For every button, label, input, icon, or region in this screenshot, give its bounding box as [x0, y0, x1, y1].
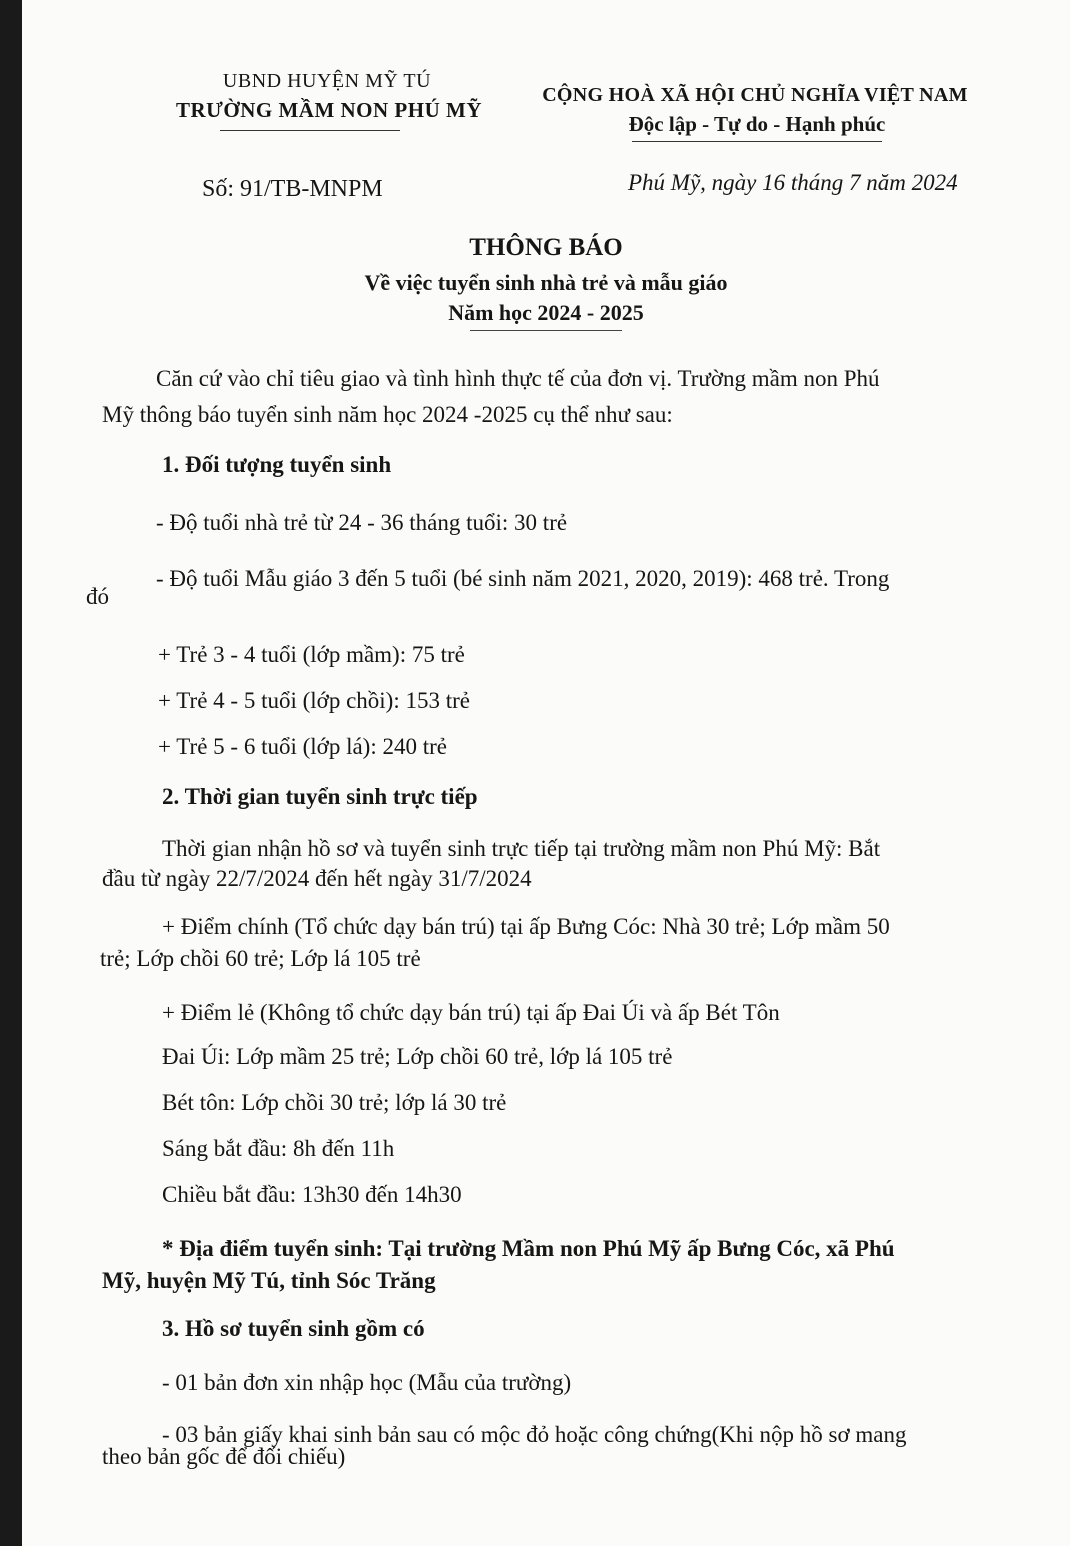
- school-underline: [220, 130, 400, 131]
- section-2-p1-line-2: đầu từ ngày 22/7/2024 đến hết ngày 31/7/2024: [102, 866, 532, 891]
- section-1-heading: 1. Đối tượng tuyển sinh: [162, 452, 392, 477]
- country-name: CỘNG HOÀ XÃ HỘI CHỦ NGHĨA VIỆT NAM: [542, 84, 968, 106]
- document-title: THÔNG BÁO: [469, 234, 623, 261]
- section-3-item-2-line-2: theo bản gốc để đối chiếu): [102, 1444, 346, 1469]
- section-3-item-2-line-1: - 03 bản giấy khai sinh bản sau có mộc đỏ hoặc công chứng(Khi nộp hồ sơ mang: [162, 1422, 907, 1447]
- motto-underline: [632, 141, 882, 142]
- section-1-item-1: - Độ tuổi nhà trẻ từ 24 - 36 tháng tuổi: 30 trẻ: [156, 510, 568, 535]
- intro-line-2: Mỹ thông báo tuyển sinh năm học 2024 -2025 cụ thể như sau:: [102, 402, 673, 427]
- location-line-2: Mỹ, huyện Mỹ Tú, tỉnh Sóc Trăng: [102, 1268, 436, 1293]
- bet-ton-site: Bét tôn: Lớp chồi 30 trẻ; lớp lá 30 trẻ: [162, 1090, 507, 1115]
- morning-hours: Sáng bắt đầu: 8h đến 11h: [162, 1136, 395, 1161]
- section-2-p1-line-1: Thời gian nhận hồ sơ và tuyển sinh trực tiếp tại trường mầm non Phú Mỹ: Bắt: [162, 836, 881, 861]
- dai-ui-site: Đai Úi: Lớp mầm 25 trẻ; Lớp chồi 60 trẻ, lớp lá 105 trẻ: [162, 1044, 673, 1069]
- section-1-item-2-line-1: - Độ tuổi Mẫu giáo 3 đến 5 tuổi (bé sinh năm 2021, 2020, 2019): 468 trẻ. Trong: [156, 566, 890, 591]
- section-1-sub-1: + Trẻ 3 - 4 tuổi (lớp mầm): 75 trẻ: [158, 642, 465, 667]
- branch-sites: + Điểm lẻ (Không tổ chức dạy bán trú) tại ấp Đai Úi và ấp Bét Tôn: [162, 1000, 780, 1025]
- section-3-item-1: - 01 bản đơn xin nhập học (Mẫu của trường): [162, 1370, 572, 1395]
- document-date: Phú Mỹ, ngày 16 tháng 7 năm 2024: [628, 170, 958, 195]
- school-year: Năm học 2024 - 2025: [448, 300, 644, 325]
- document-page: [22, 0, 1070, 1546]
- document-subject: Về việc tuyển sinh nhà trẻ và mẫu giáo: [364, 270, 728, 295]
- section-1-sub-3: + Trẻ 5 - 6 tuổi (lớp lá): 240 trẻ: [158, 734, 447, 759]
- intro-line-1: Căn cứ vào chỉ tiêu giao và tình hình thực tế của đơn vị. Trường mầm non Phú: [156, 366, 880, 391]
- section-1-sub-2: + Trẻ 4 - 5 tuổi (lớp chồi): 153 trẻ: [158, 688, 470, 713]
- agency-name: UBND HUYỆN MỸ TÚ: [222, 70, 432, 92]
- main-site-line-1: + Điểm chính (Tổ chức dạy bán trú) tại ấp Bưng Cóc: Nhà 30 trẻ; Lớp mầm 50: [162, 914, 890, 939]
- afternoon-hours: Chiều bắt đầu: 13h30 đến 14h30: [162, 1182, 462, 1207]
- location-line-1: * Địa điểm tuyển sinh: Tại trường Mầm non Phú Mỹ ấp Bưng Cóc, xã Phú: [162, 1236, 895, 1261]
- section-2-heading: 2. Thời gian tuyển sinh trực tiếp: [162, 784, 478, 809]
- main-site-line-2: trẻ; Lớp chồi 60 trẻ; Lớp lá 105 trẻ: [100, 946, 421, 971]
- national-motto: Độc lập - Tự do - Hạnh phúc: [628, 112, 886, 136]
- section-3-heading: 3. Hồ sơ tuyển sinh gồm có: [162, 1316, 425, 1341]
- title-underline: [470, 330, 622, 331]
- document-number: Số: 91/TB-MNPM: [202, 176, 383, 202]
- school-name: TRƯỜNG MẦM NON PHÚ MỸ: [175, 98, 482, 122]
- section-1-item-2-line-2: đó: [86, 584, 109, 609]
